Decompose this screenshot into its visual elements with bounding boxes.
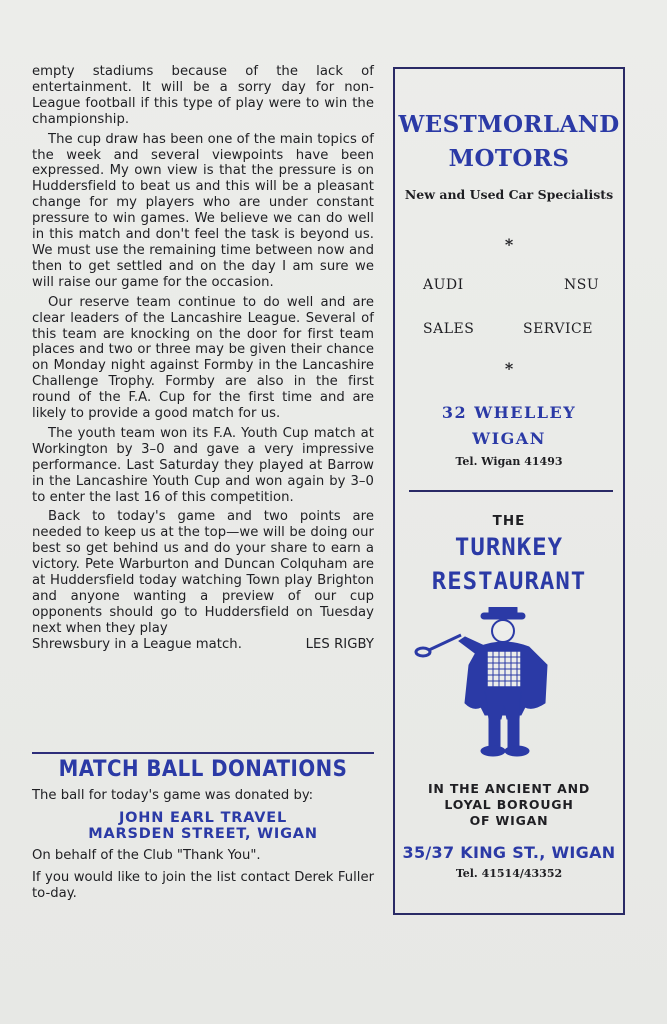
star-icon: * bbox=[504, 359, 514, 378]
motors-title: MOTORS bbox=[448, 145, 570, 172]
article-paragraph: Back to today's game and two points are needed to keep us at the top—we will be doing our best so get behind us and do your share to earn a victory. Pete Warburton and Duncan Colquham are at Huddersfield today watching Town play Brighton and anyone wanting a preview of our cup opponents should go to Huddersfield on Tuesday next when they play bbox=[32, 509, 374, 636]
westmorland-address-town: WIGAN bbox=[472, 429, 546, 448]
car-specialists-tagline: New and Used Car Specialists bbox=[404, 187, 614, 202]
brand-audi: AUDI bbox=[423, 277, 464, 293]
author-signature: LES RIGBY bbox=[305, 636, 374, 652]
donations-intro: The ball for today's game was donated by: bbox=[32, 788, 314, 803]
service-label: SERVICE bbox=[523, 321, 593, 337]
westmorland-telephone: Tel. Wigan 41493 bbox=[455, 455, 563, 468]
donor-name: JOHN EARL TRAVEL bbox=[118, 810, 288, 826]
article-paragraph: empty stadiums because of the lack of entertainment. It will be a sorry day for non-League football if this type of play were to win the championship. bbox=[32, 64, 374, 127]
restaurant-title: RESTAURANT bbox=[431, 567, 587, 595]
advert-divider bbox=[409, 490, 613, 492]
donations-contact: If you would like to join the list contact Derek Fuller to-day. bbox=[32, 870, 374, 901]
turnkey-telephone: Tel. 41514/43352 bbox=[455, 867, 563, 880]
donations-title: MATCH BALL DONATIONS bbox=[58, 757, 348, 782]
turnkey-the: THE bbox=[492, 513, 526, 529]
borough-line-1: IN THE ANCIENT AND bbox=[427, 781, 591, 796]
advert-panel bbox=[393, 67, 625, 915]
match-ball-donations bbox=[32, 757, 374, 902]
donations-thanks: On behalf of the Club "Thank You". bbox=[32, 848, 261, 863]
turnkey-address: 35/37 KING ST., WIGAN bbox=[402, 843, 616, 862]
borough-line-3: OF WIGAN bbox=[469, 813, 549, 828]
donor-block bbox=[32, 810, 374, 842]
sales-label: SALES bbox=[423, 321, 475, 337]
brand-nsu: NSU bbox=[564, 277, 600, 293]
article-signature-line bbox=[32, 637, 374, 653]
donor-address: MARSDEN STREET, WIGAN bbox=[88, 826, 318, 842]
borough-line-2: LOYAL BOROUGH bbox=[444, 797, 574, 812]
manager-notes-article bbox=[32, 64, 374, 653]
turnkey-title: TURNKEY bbox=[454, 533, 564, 561]
turnkey-figure-illustration bbox=[413, 607, 573, 773]
article-paragraph: Our reserve team continue to do well and are clear leaders of the Lancashire League. Several of this team are knocking on the door for first team places and two or three may be given their chance on Monday night against Formby in the Lancashire Challenge Trophy. Formby are also in the first round of the F.A. Cup for the first time and are likely to provide a good match for us. bbox=[32, 294, 374, 422]
article-paragraph-end: Shrewsbury in a League match. bbox=[32, 636, 242, 652]
article-paragraph: The youth team won its F.A. Youth Cup match at Workington by 3–0 and gave a very impressive performance. Last Saturday they played at Barrow in the Lancashire Youth Cup and won again by 3–0 to enter the last 16 of this competition. bbox=[32, 425, 374, 505]
westmorland-title: WESTMORLAND bbox=[398, 111, 620, 138]
westmorland-address-street: 32 WHELLEY bbox=[441, 403, 577, 422]
section-divider bbox=[32, 752, 374, 754]
star-icon: * bbox=[504, 235, 514, 254]
article-paragraph: The cup draw has been one of the main topics of the week and several viewpoints have been expressed. My own view is that the pressure is on Huddersfield to beat us and this will be a pleasant change for my players who are under constant pressure to win games. We believe we can do well in this match and don't feel the task is beyond us. We must use the remaining time between now and then to get settled and on the day I am sure we will raise our game for the occasion. bbox=[32, 131, 374, 290]
